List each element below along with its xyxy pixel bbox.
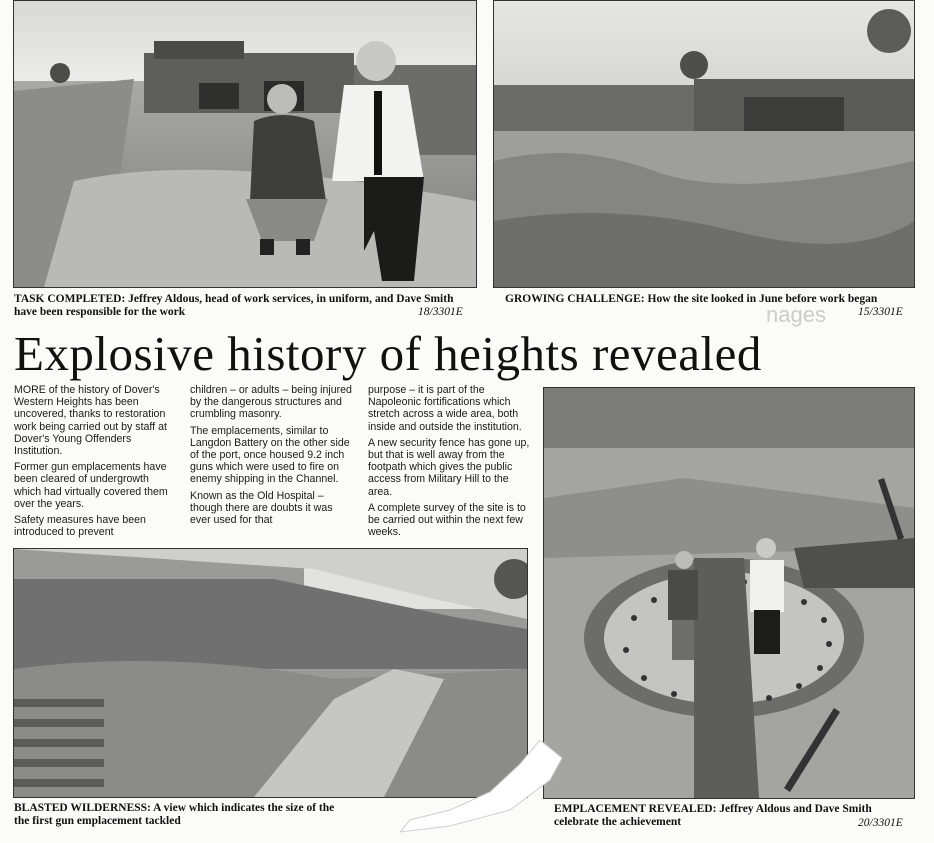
photo-task-completed [13, 0, 477, 288]
caption-text: Jeffrey Aldous, head of work services, in uniform, and Dave Smith have been responsible for the work [14, 293, 454, 318]
paragraph: A complete survey of the site is to be carried out within the next few weeks. [368, 501, 526, 539]
photo-two-men-at-emplacement [14, 1, 476, 287]
torn-paper-patch [390, 740, 570, 840]
caption-growing-challenge [505, 293, 913, 306]
caption-text: How the site looked in June before work began [644, 293, 878, 305]
photo-overgrown-site [494, 1, 914, 287]
photo-reference: 15/3301E [858, 306, 903, 318]
photo-reference: 20/3301E [858, 817, 903, 829]
caption-text: Jeffrey Aldous and Dave Smith celebrate the achievement [554, 803, 872, 828]
photo-reference: 18/3301E [418, 306, 463, 318]
caption-task-completed [14, 293, 470, 319]
article-column-1 [14, 384, 177, 542]
article-column-2 [190, 384, 353, 530]
photo-growing-challenge [493, 0, 915, 288]
photo-emplacement-revealed [543, 387, 915, 799]
caption-text-after-tear: the first gun emplacement tackled [14, 815, 181, 827]
headline: Explosive history of heights revealed [14, 326, 762, 381]
bleed-through-text: nages [766, 302, 826, 327]
paragraph: A new security fence has gone up, but that is well away from the footpath which gives the public access from Military Hill to the area. [368, 436, 530, 498]
article-column-3 [368, 384, 530, 542]
paragraph: Former gun emplacements have been cleared of undergrowth which had virtually covered them over the years. [14, 461, 168, 510]
paragraph: purpose – it is part of the Napoleonic fortifications which stretch across a wide area, both inside and outside the institution. [368, 384, 522, 433]
caption-label: BLASTED WILDERNESS: [14, 802, 151, 814]
paragraph: Safety measures have been introduced to prevent [14, 514, 146, 539]
paragraph: The emplacements, similar to Langdon Battery on the other side of the port, once housed 9.2 inch guns which were used to fire on enemy shipping in the Channel. [190, 424, 350, 486]
caption-label: GROWING CHALLENGE: [505, 293, 645, 305]
caption-label: EMPLACEMENT REVEALED: [554, 803, 717, 815]
paragraph: children – or adults – being injured by the dangerous structures and crumbling masonry. [190, 384, 352, 421]
paragraph: MORE of the history of Dover's Western Heights has been uncovered, thanks to restoration work being carried out by staff at Dover's Young Offenders Institution. [14, 384, 167, 458]
paragraph: Known as the Old Hospital – though there are doubts it was ever used for that [190, 489, 333, 527]
caption-label: TASK COMPLETED: [14, 293, 126, 305]
caption-text: A view which indicates the size of the [150, 802, 335, 814]
photo-circular-gun-emplacement [544, 388, 914, 798]
